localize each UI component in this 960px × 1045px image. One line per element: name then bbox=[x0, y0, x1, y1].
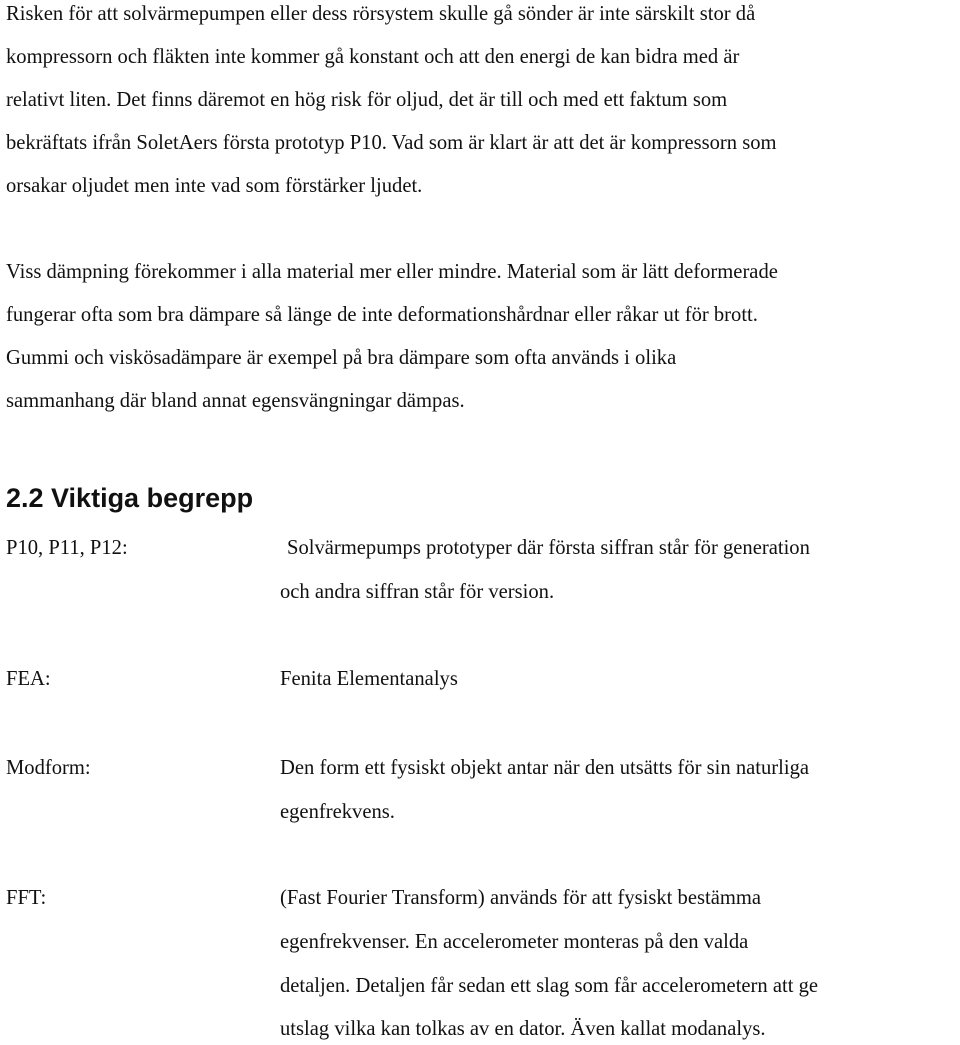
paragraph-line: kompressorn och fläkten inte kommer gå konstant och att den energi de kan bidra med är bbox=[6, 46, 740, 68]
paragraph-line: bekräftats ifrån SoletAers första prototyp P10. Vad som är klart är att det är kompressorn som bbox=[6, 132, 777, 154]
glossary-term: FFT: bbox=[6, 887, 47, 909]
glossary-definition-line: egenfrekvenser. En accelerometer monteras på den valda bbox=[280, 931, 749, 953]
glossary-definition-line: Fenita Elementanalys bbox=[280, 668, 458, 690]
paragraph-line: relativt liten. Det finns däremot en hög risk för oljud, det är till och med ett faktum som bbox=[6, 89, 728, 111]
glossary-definition-line: detaljen. Detaljen får sedan ett slag som får accelerometern att ge bbox=[280, 975, 819, 997]
glossary-definition-line: Solvärmepumps prototyper där första siffran står för generation bbox=[287, 537, 810, 559]
glossary-definition-line: Den form ett fysiskt objekt antar när den utsätts för sin naturliga bbox=[280, 757, 810, 779]
glossary-definition-line: och andra siffran står för version. bbox=[280, 581, 555, 603]
paragraph-line: sammanhang där bland annat egensvängningar dämpas. bbox=[6, 390, 465, 412]
paragraph-line: orsakar oljudet men inte vad som förstärker ljudet. bbox=[6, 175, 423, 197]
paragraph-line: fungerar ofta som bra dämpare så länge de inte deformationshårdnar eller råkar ut för brott. bbox=[6, 304, 758, 326]
glossary-term: FEA: bbox=[6, 668, 51, 690]
glossary-term: P10, P11, P12: bbox=[6, 537, 128, 559]
paragraph-line: Viss dämpning förekommer i alla material mer eller mindre. Material som är lätt deformerade bbox=[6, 261, 778, 283]
glossary-definition-line: (Fast Fourier Transform) används för att fysiskt bestämma bbox=[280, 887, 762, 909]
paragraph-line: Risken för att solvärmepumpen eller dess rörsystem skulle gå sönder är inte särskilt stor då bbox=[6, 3, 756, 25]
section-heading: 2.2 Viktiga begrepp bbox=[6, 483, 254, 513]
glossary-term: Modform: bbox=[6, 757, 91, 779]
glossary-definition-line: utslag vilka kan tolkas av en dator. Även kallat modanalys. bbox=[280, 1018, 766, 1040]
glossary-definition-line: egenfrekvens. bbox=[280, 801, 395, 823]
paragraph-line: Gummi och viskösadämpare är exempel på bra dämpare som ofta används i olika bbox=[6, 347, 677, 369]
